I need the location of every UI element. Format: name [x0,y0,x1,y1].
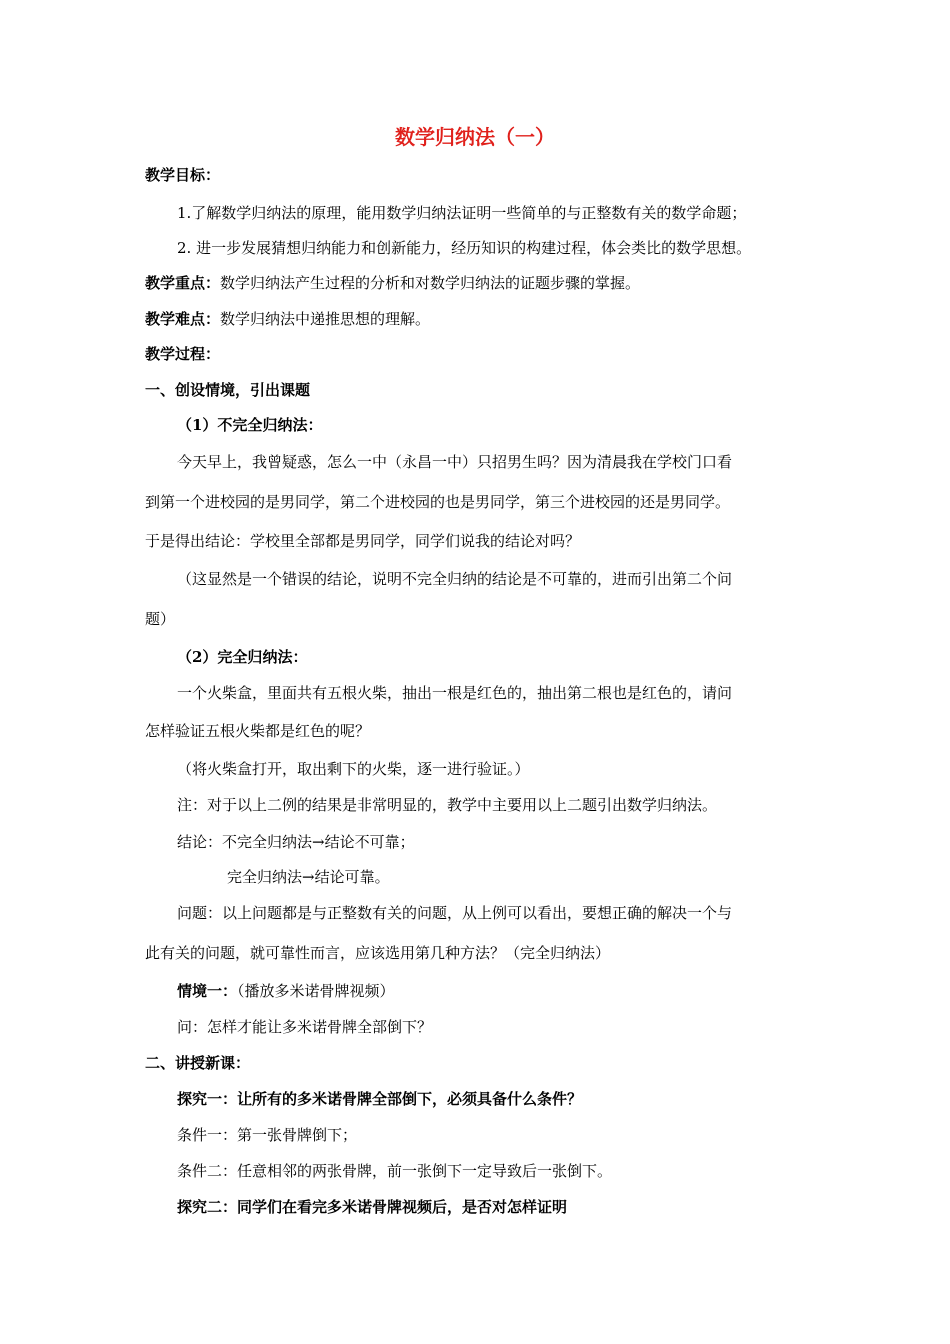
paragraph-1-line-2: 到第一个进校园的是男同学，第二个进校园的也是男同学，第三个进校园的还是男同学。 [145,493,731,511]
paragraph-2-line-1: （这显然是一个错误的结论，说明不完全归纳的结论是不可靠的，进而引出第二个问 [177,570,733,588]
objective-2: 2. 进一步发展猜想归纳能力和创新能力，经历知识的构建过程，体会类比的数学思想。 [177,239,752,257]
document-title: 数学归纳法（一） [395,125,555,149]
paragraph-3-line-1: 一个火柴盒，里面共有五根火柴，抽出一根是红色的，抽出第二根也是红色的，请问 [177,684,733,702]
paragraph-3-line-2: 怎样验证五根火柴都是红色的呢？ [145,722,371,740]
key-point [145,273,640,293]
paragraph-1-line-3: 于是得出结论：学校里全部都是男同学，同学们说我的结论对吗？ [145,532,581,550]
objective-1: 1.了解数学归纳法的原理，能用数学归纳法证明一些简单的与正整数有关的数学命题； [177,204,747,222]
difficulty-text: 数学归纳法中递推思想的理解。 [220,310,431,328]
conclusion-1: 结论：不完全归纳法→结论不可靠； [177,833,415,851]
scenario-label: 情境一： [177,982,238,1000]
paragraph-1-line-1: 今天早上，我曾疑惑，怎么一中（永昌一中）只招男生吗？因为清晨我在学校门口看 [177,453,733,471]
conclusion-2: 完全归纳法→结论可靠。 [227,868,390,886]
key-point-label: 教学重点： [145,274,221,292]
objectives-heading: 教学目标： [145,166,221,184]
paragraph-4: （将火柴盒打开，取出剩下的火柴，逐一进行验证。） [177,760,530,778]
question-ask: 问：怎样才能让多米诺骨牌全部倒下？ [177,1018,433,1036]
question-line-2: 此有关的问题，就可靠性而言，应该选用第几种方法？（完全归纳法） [145,944,611,962]
explore-2: 探究二：同学们在看完多米诺骨牌视频后，是否对怎样证明 [177,1198,568,1216]
condition-1: 条件一：第一张骨牌倒下； [177,1126,358,1144]
process-heading: 教学过程： [145,345,221,363]
scenario-text: （播放多米诺骨牌视频） [237,982,395,1000]
paragraph-2-line-2: 题） [145,610,176,628]
question-line-1: 问题：以上问题都是与正整数有关的问题，从上例可以看出，要想正确的解决一个与 [177,904,733,922]
difficulty-label: 教学难点： [145,310,221,328]
difficulty-point [145,309,430,329]
section-2-heading: 二、讲授新课： [145,1054,251,1072]
note: 注：对于以上二例的结果是非常明显的，教学中主要用以上二题引出数学归纳法。 [177,796,718,814]
key-point-text: 数学归纳法产生过程的分析和对数学归纳法的证题步骤的掌握。 [220,274,641,292]
scenario-1 [177,981,395,1001]
section-1-heading: 一、创设情境，引出课题 [145,381,311,399]
sub-1-heading: （1）不完全归纳法： [177,416,323,434]
condition-2: 条件二：任意相邻的两张骨牌，前一张倒下一定导致后一张倒下。 [177,1162,613,1180]
explore-1: 探究一：让所有的多米诺骨牌全部倒下，必须具备什么条件？ [177,1090,583,1108]
sub-2-heading: （2）完全归纳法： [177,648,308,666]
